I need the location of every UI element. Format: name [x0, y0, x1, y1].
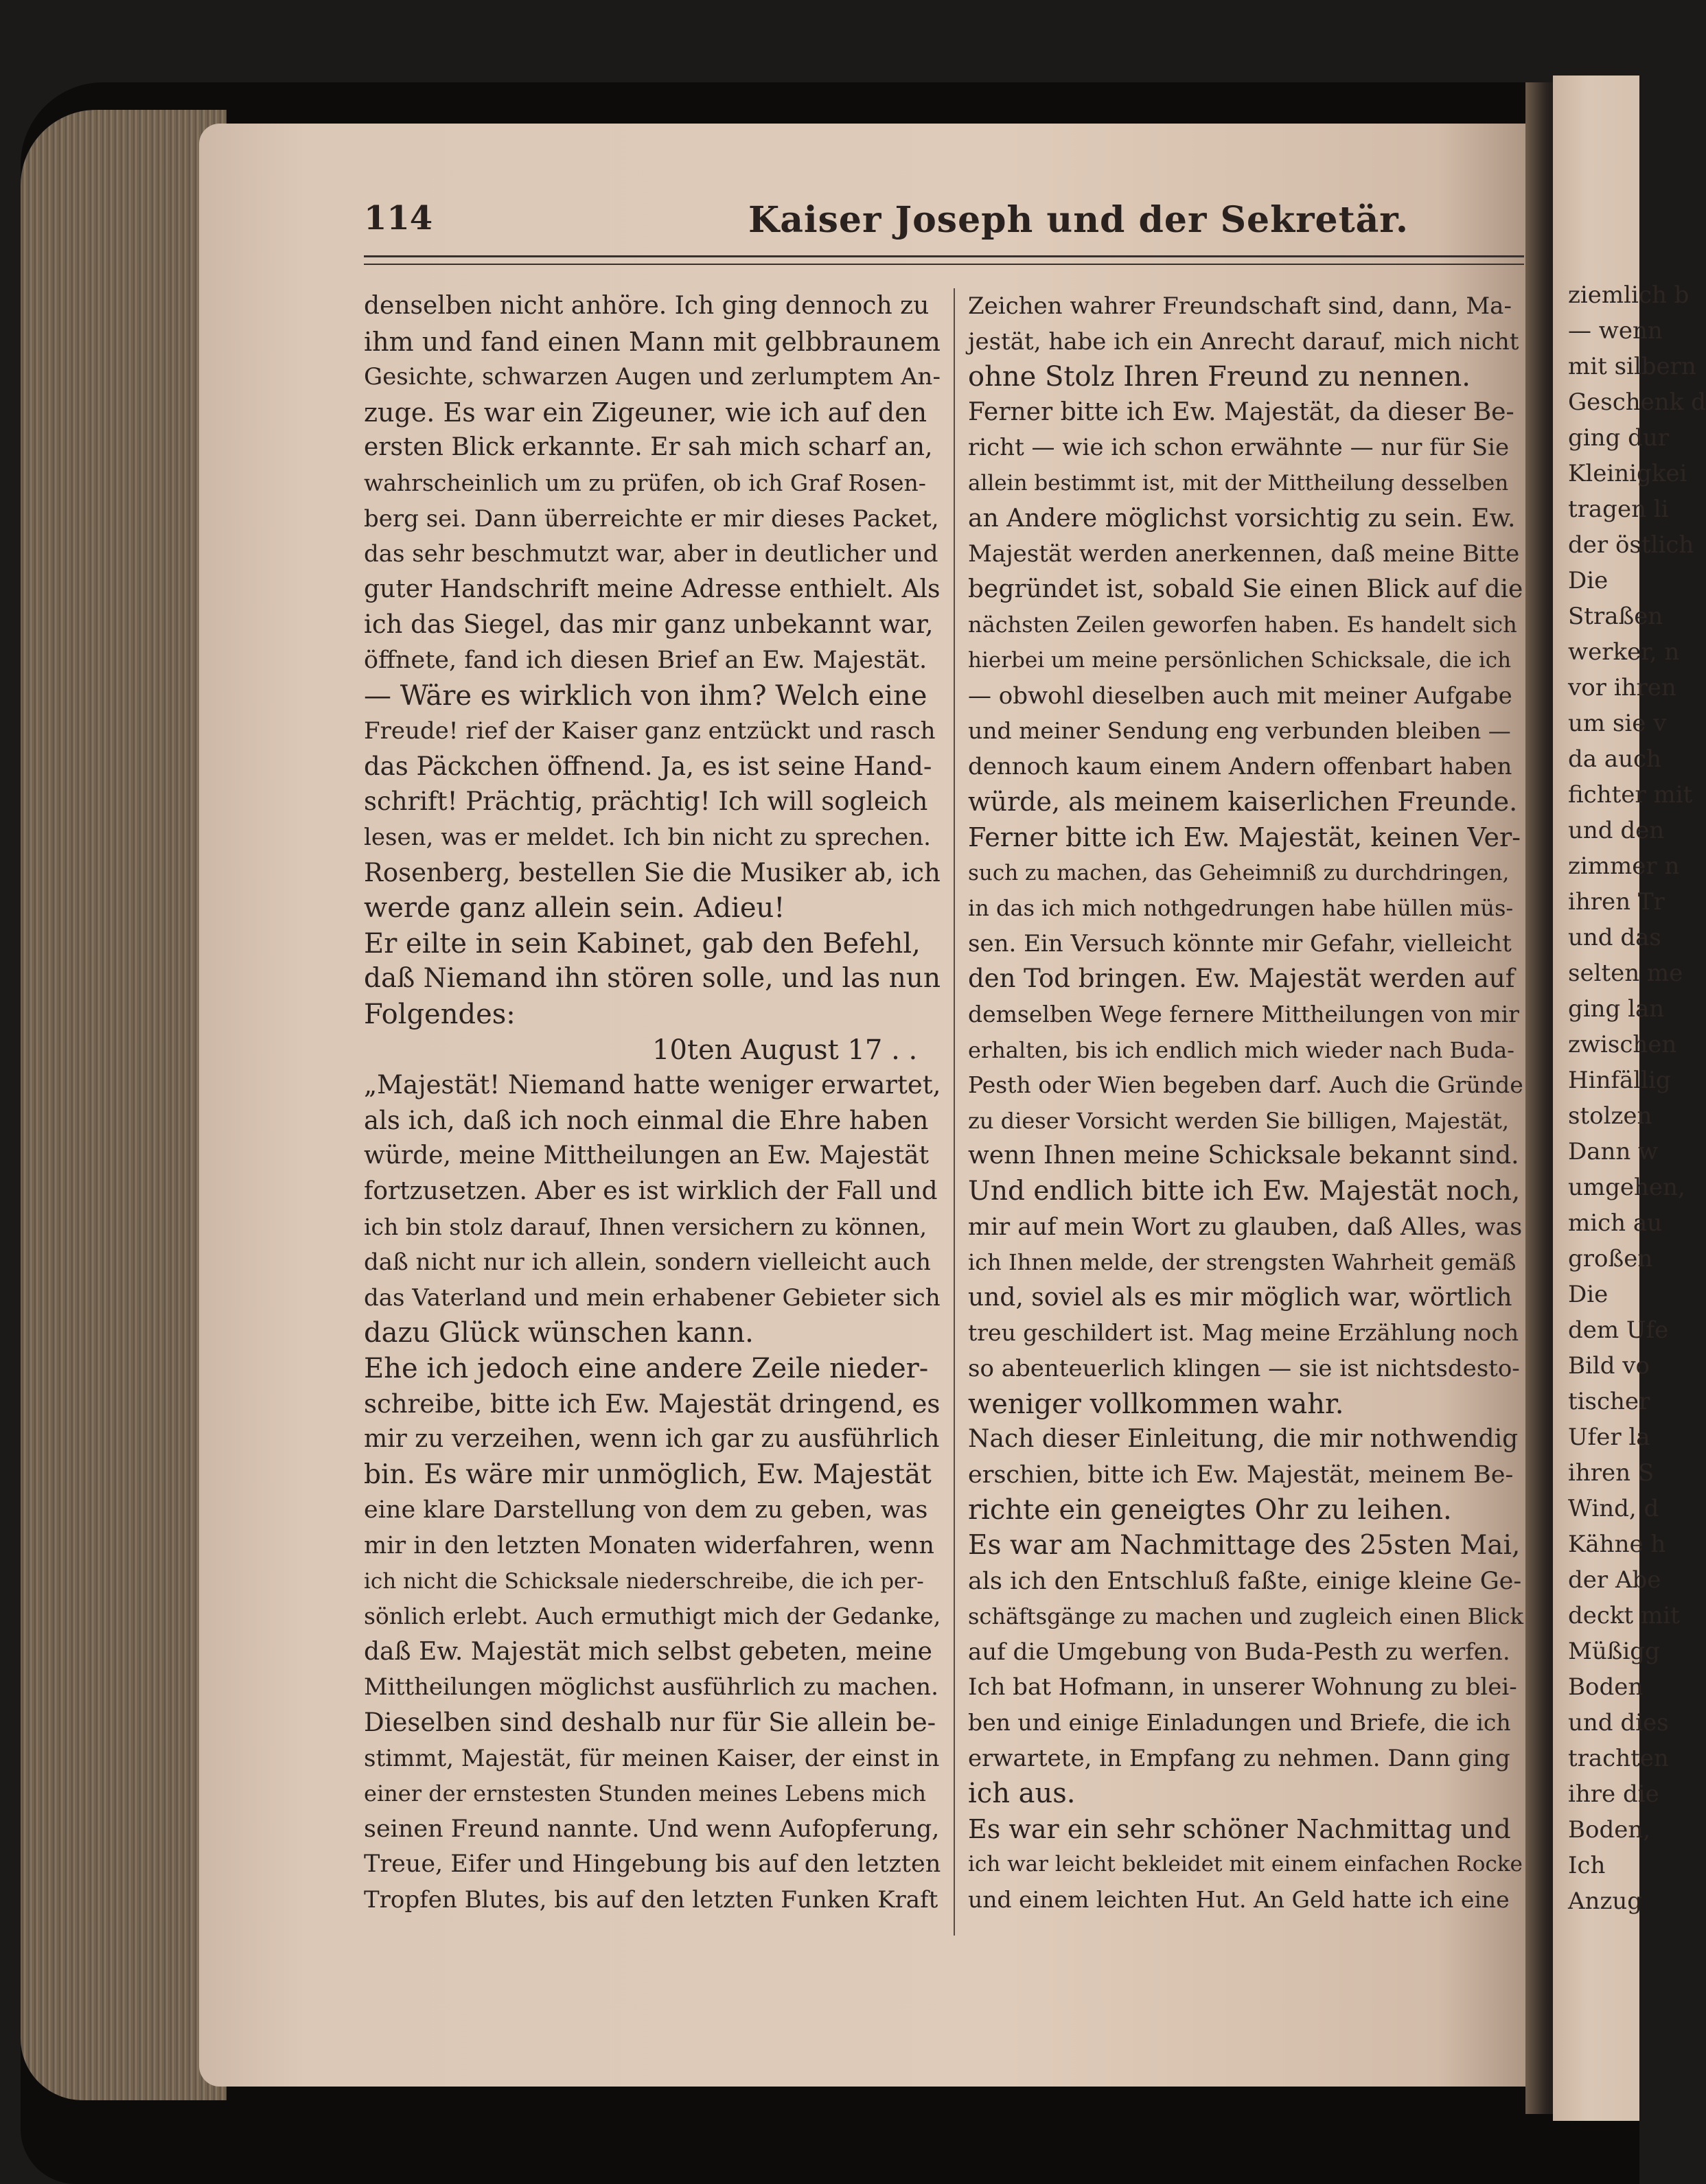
facing-page-line: Die — [1568, 567, 1609, 594]
text-line: richte ein geneigtes Ohr zu leihen. — [968, 1494, 1452, 1526]
facing-page-line: ging dur — [1568, 424, 1670, 452]
text-line: Freude! rief der Kaiser ganz entzückt und rasch — [364, 717, 936, 745]
text-line: und einem leichten Hut. An Geld hatte ich eine — [968, 1886, 1510, 1913]
text-line: begründet ist, sobald Sie einen Blick auf die — [968, 574, 1523, 603]
facing-page-line: Boden, — [1568, 1816, 1651, 1844]
text-line: Er eilte in sein Kabinet, gab den Befehl, — [364, 927, 921, 960]
facing-page-line: Müßigg — [1568, 1638, 1660, 1665]
text-line: sönlich erlebt. Auch ermuthigt mich der Gedanke, — [364, 1603, 941, 1630]
text-line: als ich, daß ich noch einmal die Ehre haben — [364, 1105, 929, 1135]
facing-page-line: Die — [1568, 1281, 1609, 1308]
facing-page-line: ihre die — [1568, 1780, 1659, 1808]
text-line: Gesichte, schwarzen Augen und zerlumptem An- — [364, 363, 941, 391]
text-line: allein bestimmt ist, mit der Mittheilung desselben — [968, 471, 1509, 496]
page-edges — [21, 110, 227, 2100]
facing-page-line: zimmer n — [1568, 852, 1680, 880]
text-line: ben und einige Einladungen und Briefe, die ich — [968, 1709, 1511, 1736]
text-line: erhalten, bis ich endlich mich wieder nach Buda- — [968, 1036, 1514, 1063]
facing-page-line: Wind, d — [1568, 1495, 1659, 1522]
facing-page-line: stolzen — [1568, 1102, 1652, 1130]
facing-page-line: mit silbern — [1568, 353, 1696, 380]
text-line: mir zu verzeihen, wenn ich gar zu ausführlich — [364, 1425, 940, 1454]
facing-page-line: Bild vo — [1568, 1352, 1650, 1380]
text-line: an Andere möglichst vorsichtig zu sein. Ew. — [968, 504, 1516, 533]
text-line: ich aus. — [968, 1778, 1076, 1810]
facing-page-line: ging lan — [1568, 995, 1665, 1023]
text-line: „Majestät! Niemand hatte weniger erwartet, — [364, 1070, 941, 1100]
facing-page-line: dem Ufe — [1568, 1316, 1669, 1344]
text-line: öffnete, fand ich diesen Brief an Ew. Majestät. — [364, 647, 927, 674]
facing-page-line: Dann w — [1568, 1138, 1659, 1165]
text-line: such zu machen, das Geheimniß zu durchdringen, — [968, 860, 1510, 885]
page-header — [364, 199, 1524, 254]
facing-page-line: tragen li — [1568, 496, 1669, 523]
text-line: lesen, was er meldet. Ich bin nicht zu sprechen. — [364, 824, 931, 851]
facing-page-line: um sie v — [1568, 710, 1667, 737]
facing-page-line: ihren S — [1568, 1459, 1655, 1487]
facing-page-line: Geschenk d — [1568, 388, 1706, 416]
text-line: erschien, bitte ich Ew. Majestät, meinem Be- — [968, 1461, 1514, 1489]
text-line: mir in den letzten Monaten widerfahren, wenn — [364, 1532, 934, 1559]
text-line: Es war ein sehr schöner Nachmittag und — [968, 1813, 1511, 1844]
facing-page-line: fichter mit — [1568, 781, 1693, 809]
facing-page-line: Straßen — [1568, 603, 1663, 630]
text-line: würde, als meinem kaiserlichen Freunde. — [968, 787, 1518, 817]
text-line: Dieselben sind deshalb nur für Sie allein be- — [364, 1708, 936, 1737]
text-line: das Vaterland und mein erhabener Gebieter sich — [364, 1283, 941, 1312]
text-line: ich war leicht bekleidet mit einem einfachen Rocke — [968, 1852, 1523, 1877]
text-line: mir auf mein Wort zu glauben, daß Alles, was — [968, 1213, 1523, 1241]
text-line: werde ganz allein sein. Adieu! — [364, 892, 785, 925]
facing-page-line: tischer — [1568, 1388, 1650, 1415]
facing-page-line: Hinfällig — [1568, 1067, 1671, 1094]
text-line: Ich bat Hofmann, in unserer Wohnung zu blei- — [968, 1673, 1517, 1701]
facing-page-line: — wenn — [1568, 317, 1663, 345]
text-line: wenn Ihnen meine Schicksale bekannt sind. — [968, 1141, 1519, 1170]
text-line: ich nicht die Schicksale niederschreibe, die ich per- — [364, 1568, 924, 1594]
text-line: — Wäre es wirklich von ihm? Welch eine — [364, 679, 927, 712]
text-line: nächsten Zeilen geworfen haben. Es handelt sich — [968, 612, 1517, 638]
text-line: in das ich mich nothgedrungen habe hüllen müs- — [968, 895, 1514, 922]
text-line: schreibe, bitte ich Ew. Majestät dringend, es — [364, 1389, 941, 1419]
text-line: hierbei um meine persönlichen Schicksale, die ich — [968, 648, 1512, 673]
facing-page-line: großen — [1568, 1245, 1653, 1273]
text-line: Zeichen wahrer Freundschaft sind, dann, Ma- — [968, 292, 1512, 320]
facing-page-line: und dies — [1568, 1709, 1669, 1736]
facing-page-line: Kähne h — [1568, 1531, 1666, 1558]
text-line: denselben nicht anhöre. Ich ging dennoch zu — [364, 292, 930, 320]
text-line: schäftsgänge zu machen und zugleich einen Blick — [968, 1603, 1523, 1630]
text-line: 10ten August 17 . . — [652, 1034, 918, 1066]
text-line: Und endlich bitte ich Ew. Majestät noch, — [968, 1176, 1521, 1207]
text-line: demselben Wege fernere Mittheilungen von mir — [968, 1001, 1519, 1027]
facing-page-line: Boden — [1568, 1673, 1644, 1701]
text-line: zu dieser Vorsicht werden Sie billigen, Majestät, — [968, 1107, 1510, 1134]
text-line: stimmt, Majestät, für meinen Kaiser, der einst in — [364, 1744, 940, 1772]
text-line: Mittheilungen möglichst ausführlich zu machen. — [364, 1673, 938, 1701]
text-line: ich das Siegel, das mir ganz unbekannt war, — [364, 609, 934, 640]
text-line: Folgendes: — [364, 999, 516, 1030]
text-line: richt — wie ich schon erwähnte — nur für Sie — [968, 434, 1510, 462]
text-line: Nach dieser Einleitung, die mir nothwendig — [968, 1425, 1519, 1454]
text-line: dazu Glück wünschen kann. — [364, 1317, 754, 1349]
text-line: als ich den Entschluß faßte, einige kleine Ge- — [968, 1567, 1522, 1595]
facing-page-line: werker, n — [1568, 638, 1680, 666]
text-line: Rosenberg, bestellen Sie die Musiker ab, ich — [364, 857, 941, 887]
text-line: — obwohl dieselben auch mit meiner Aufgabe — [968, 682, 1512, 710]
facing-page-line: und den — [1568, 817, 1665, 844]
text-line: und, soviel als es mir möglich war, wörtlich — [968, 1283, 1512, 1312]
facing-page-line: Anzug — [1568, 1887, 1643, 1915]
text-line: sen. Ein Versuch könnte mir Gefahr, vielleicht — [968, 929, 1512, 957]
text-line: daß Niemand ihn stören solle, und las nun — [364, 963, 941, 995]
text-line: jestät, habe ich ein Anrecht darauf, mich nicht — [968, 327, 1519, 356]
text-line: ersten Blick erkannte. Er sah mich scharf an, — [364, 433, 933, 462]
facing-page-line: da auch — [1568, 745, 1661, 773]
text-line: Tropfen Blutes, bis auf den letzten Funken Kraft — [364, 1886, 938, 1914]
text-line: den Tod bringen. Ew. Majestät werden auf — [968, 964, 1515, 994]
text-line: würde, meine Mittheilungen an Ew. Majestät — [364, 1141, 929, 1170]
column-divider — [954, 288, 955, 1936]
text-line: ohne Stolz Ihren Freund zu nennen. — [968, 361, 1471, 393]
text-line: treu geschildert ist. Mag meine Erzählung noch — [968, 1319, 1519, 1347]
text-line: bin. Es wäre mir unmöglich, Ew. Majestät — [364, 1459, 932, 1490]
text-line: daß nicht nur ich allein, sondern vielleicht auch — [364, 1248, 931, 1277]
facing-page-line: ihren Tr — [1568, 888, 1665, 916]
text-line: dennoch kaum einem Andern offenbart haben — [968, 752, 1512, 780]
running-title: Kaiser Joseph und der Sekretär. — [748, 199, 1409, 241]
text-line: ihm und fand einen Mann mit gelbbraunem — [364, 326, 941, 357]
text-line: schrift! Prächtig, prächtig! Ich will sogleich — [364, 787, 928, 817]
facing-page-line: mich au — [1568, 1209, 1663, 1237]
text-line: ich Ihnen melde, der strengsten Wahrheit gemäß — [968, 1249, 1517, 1276]
text-line: Es war am Nachmittage des 25sten Mai, — [968, 1530, 1521, 1561]
text-line: Ehe ich jedoch eine andere Zeile nieder- — [364, 1353, 929, 1384]
text-line: Majestät werden anerkennen, daß meine Bitte — [968, 540, 1520, 568]
facing-page-line: umgehen, — [1568, 1174, 1685, 1201]
text-line: seinen Freund nannte. Und wenn Aufopferung, — [364, 1815, 940, 1843]
text-line: das Päckchen öffnend. Ja, es ist seine Hand- — [364, 751, 932, 781]
text-line: zuge. Es war ein Zigeuner, wie ich auf den — [364, 397, 927, 428]
facing-page-line: zwischen — [1568, 1031, 1677, 1058]
facing-page-line: der Abe — [1568, 1566, 1661, 1594]
text-line: berg sei. Dann überreichte er mir dieses Packet, — [364, 504, 939, 533]
facing-page-line: selten me — [1568, 960, 1683, 987]
text-line: fortzusetzen. Aber es ist wirklich der Fall und — [364, 1177, 938, 1205]
text-line: weniger vollkommen wahr. — [968, 1388, 1344, 1420]
facing-page-fragment — [1553, 75, 1706, 2121]
facing-page-line: vor ihren — [1568, 674, 1676, 701]
text-line: Ferner bitte ich Ew. Majestät, keinen Ver- — [968, 822, 1521, 852]
text-line: erwartete, in Empfang zu nehmen. Dann ging — [968, 1744, 1510, 1772]
facing-page-line: ziemlich b — [1568, 281, 1690, 309]
text-line: Treue, Eifer und Hingebung bis auf den letzten — [364, 1850, 941, 1879]
facing-page-line: trachten — [1568, 1745, 1669, 1772]
facing-page-line: deckt mit — [1568, 1602, 1680, 1629]
header-rule — [364, 255, 1524, 265]
facing-page-line: der östlich — [1568, 531, 1694, 559]
facing-page-line: Kleinigkei — [1568, 460, 1687, 487]
text-line: auf die Umgebung von Buda-Pesth zu werfen. — [968, 1638, 1510, 1666]
facing-page-line: Ich — [1568, 1852, 1606, 1879]
text-line: eine klare Darstellung von dem zu geben, was — [364, 1496, 928, 1524]
text-line: einer der ernstesten Stunden meines Lebens mich — [364, 1780, 926, 1807]
page-number: 114 — [364, 199, 433, 237]
facing-page-line: Ufer la — [1568, 1424, 1650, 1451]
text-line: Pesth oder Wien begeben darf. Auch die Gründe — [968, 1071, 1523, 1099]
text-line: das sehr beschmutzt war, aber in deutlicher und — [364, 540, 938, 568]
text-line: ich bin stolz darauf, Ihnen versichern zu können, — [364, 1213, 927, 1240]
text-line: Ferner bitte ich Ew. Majestät, da dieser Be- — [968, 397, 1514, 426]
text-line: und meiner Sendung eng verbunden bleiben — — [968, 717, 1511, 745]
text-line: wahrscheinlich um zu prüfen, ob ich Graf Rosen- — [364, 469, 926, 496]
text-line: guter Handschrift meine Adresse enthielt. Als — [364, 574, 941, 603]
text-line: daß Ew. Majestät mich selbst gebeten, meine — [364, 1637, 932, 1666]
text-line: so abenteuerlich klingen — sie ist nichtsdesto- — [968, 1355, 1520, 1382]
facing-page-line: und das — [1568, 924, 1661, 951]
